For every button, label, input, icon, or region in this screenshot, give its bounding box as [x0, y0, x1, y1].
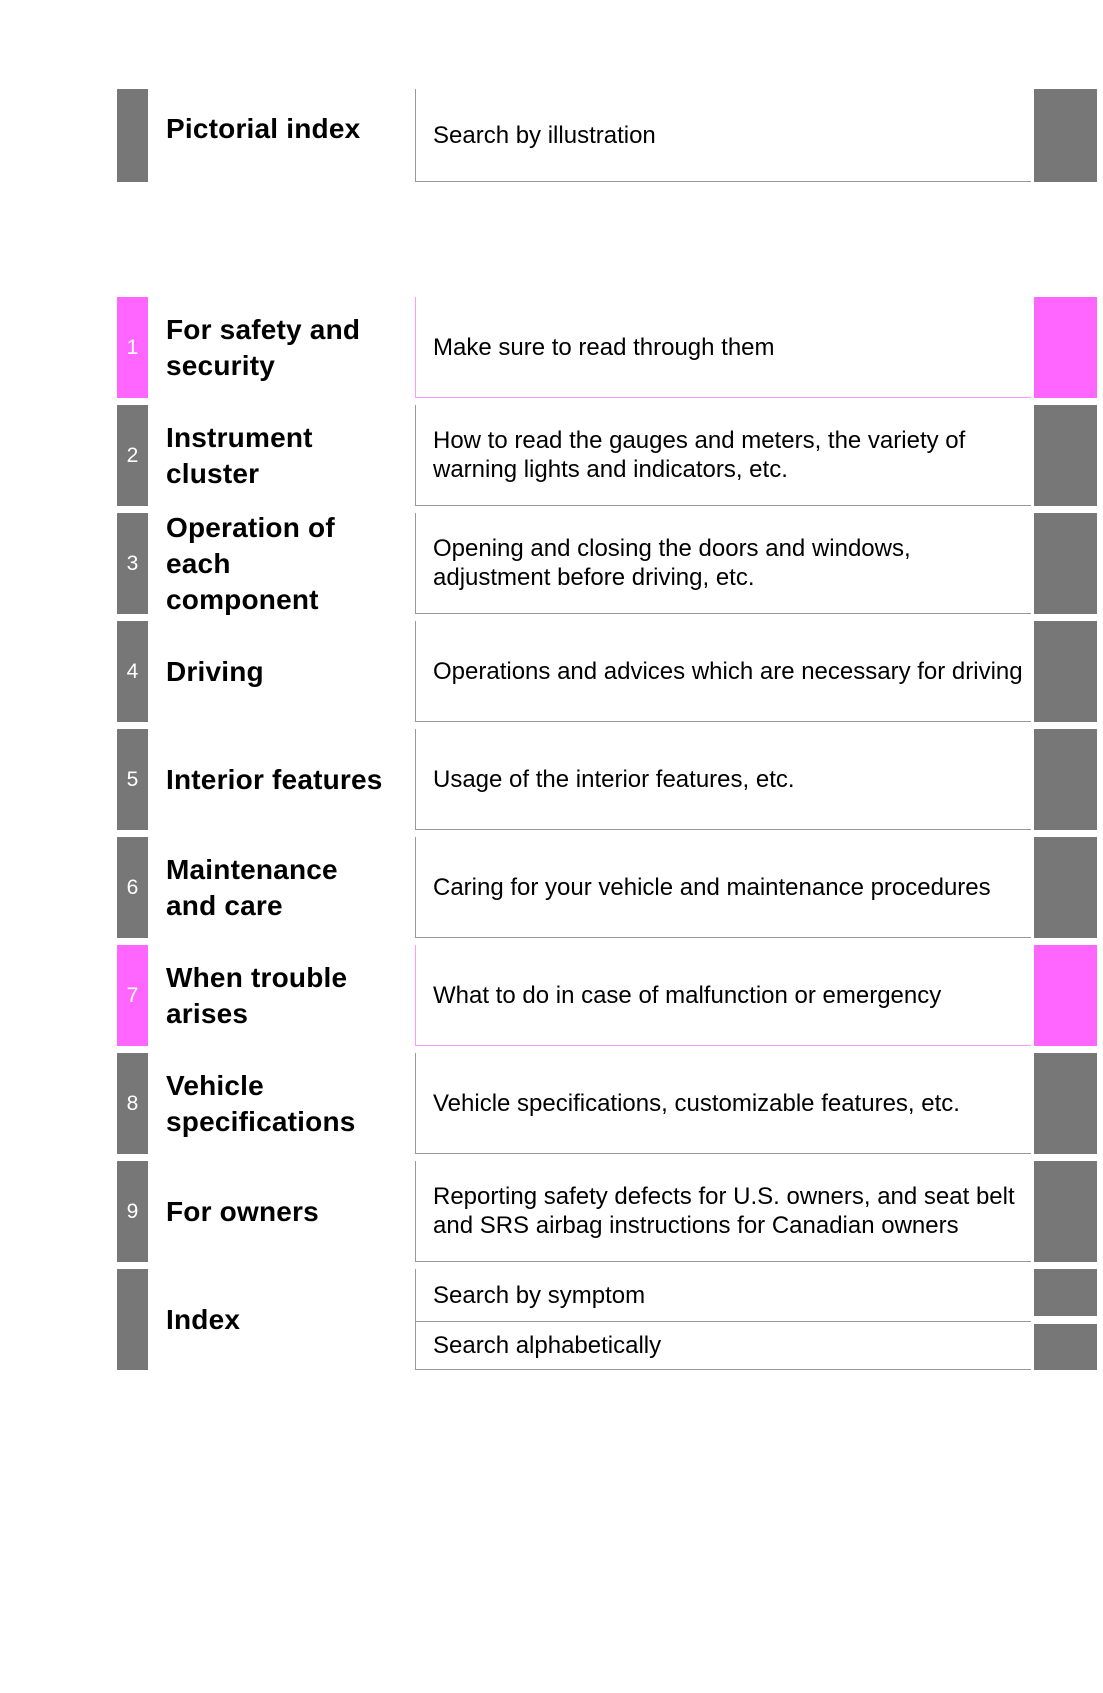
chapter-title: Driving — [166, 655, 264, 687]
chapter-title: Operation of each component — [166, 511, 335, 615]
chapter-description-box[interactable] — [415, 945, 1031, 1046]
chapter-row-7[interactable] — [0, 945, 1103, 1046]
chapter-row-6[interactable] — [0, 837, 1103, 938]
chapter-number-tab: 9 — [117, 1161, 148, 1262]
chapter-description-box[interactable] — [415, 297, 1031, 398]
index-tab — [117, 1269, 148, 1370]
chapter-number-tab: 5 — [117, 729, 148, 830]
chapter-description-box[interactable] — [415, 729, 1031, 830]
chapter-row-5[interactable] — [0, 729, 1103, 830]
chapter-number-tab: 4 — [117, 621, 148, 722]
chapter-row-2[interactable] — [0, 405, 1103, 506]
chapter-description: Caring for your vehicle and maintenance procedures — [433, 873, 991, 901]
index-row — [0, 1269, 1103, 1370]
chapter-row-4[interactable] — [0, 621, 1103, 722]
chapter-title: Interior features — [166, 763, 383, 795]
chapter-title: When trouble arises — [166, 961, 348, 1029]
chapter-edge-tab — [1034, 621, 1097, 722]
chapter-description-box[interactable] — [415, 621, 1031, 722]
chapter-number-tab: 6 — [117, 837, 148, 938]
chapter-edge-tab — [1034, 1161, 1097, 1262]
pictorial-index-title: Pictorial index — [166, 113, 361, 144]
index-entry-alphabetical[interactable] — [415, 1322, 1031, 1370]
chapter-description: Vehicle specifications, customizable features, etc. — [433, 1089, 960, 1117]
chapter-edge-tab — [1034, 1053, 1097, 1154]
chapter-row-8[interactable] — [0, 1053, 1103, 1154]
chapter-title: Vehicle specifications — [166, 1069, 356, 1137]
chapter-description: Make sure to read through them — [433, 333, 775, 361]
chapter-description-box[interactable] — [415, 837, 1031, 938]
index-title: Index — [166, 1303, 241, 1335]
index-entry-symptom-edge-tab — [1034, 1269, 1097, 1316]
index-entry-label: Search by symptom — [433, 1281, 646, 1309]
chapter-edge-tab — [1034, 945, 1097, 1046]
chapter-description-box[interactable] — [415, 1161, 1031, 1262]
chapter-edge-tab — [1034, 837, 1097, 938]
pictorial-index-edge-tab — [1034, 89, 1097, 182]
chapter-description-box[interactable] — [415, 405, 1031, 506]
chapter-title: Instrument cluster — [166, 421, 313, 489]
chapter-title: For safety and security — [166, 313, 361, 381]
chapter-edge-tab — [1034, 297, 1097, 398]
chapter-edge-tab — [1034, 513, 1097, 614]
chapter-description: Opening and closing the doors and windows, adjustment before driving, etc. — [433, 535, 911, 591]
chapter-description: Reporting safety defects for U.S. owners, and seat belt and SRS airbag instructions for Canadian owners — [433, 1183, 1015, 1239]
chapter-number-tab: 2 — [117, 405, 148, 506]
pictorial-index-description-box[interactable] — [415, 89, 1031, 182]
chapter-number-tab: 8 — [117, 1053, 148, 1154]
chapter-title: For owners — [166, 1195, 319, 1227]
chapter-number-tab: 7 — [117, 945, 148, 1046]
chapter-edge-tab — [1034, 729, 1097, 830]
chapter-description: What to do in case of malfunction or emergency — [433, 981, 942, 1009]
pictorial-index-tab — [117, 89, 148, 182]
chapter-description: Usage of the interior features, etc. — [433, 765, 795, 793]
chapter-row-1[interactable] — [0, 297, 1103, 398]
index-entry-symptom[interactable] — [415, 1269, 1031, 1322]
chapter-description-box[interactable] — [415, 513, 1031, 614]
pictorial-index-description: Search by illustration — [433, 121, 656, 149]
chapter-number-tab: 1 — [117, 297, 148, 398]
chapter-row-9[interactable] — [0, 1161, 1103, 1262]
index-entry-alphabetical-edge-tab — [1034, 1324, 1097, 1370]
pictorial-index-row[interactable] — [0, 89, 1103, 182]
chapter-row-3[interactable] — [0, 513, 1103, 614]
chapter-number-tab: 3 — [117, 513, 148, 614]
index-entry-label: Search alphabetically — [433, 1332, 662, 1359]
chapter-description-box[interactable] — [415, 1053, 1031, 1154]
chapter-description: How to read the gauges and meters, the variety of warning lights and indicators, etc. — [433, 427, 966, 483]
chapter-edge-tab — [1034, 405, 1097, 506]
chapter-description: Operations and advices which are necessary for driving — [433, 657, 1023, 685]
chapter-title: Maintenance and care — [166, 853, 338, 921]
